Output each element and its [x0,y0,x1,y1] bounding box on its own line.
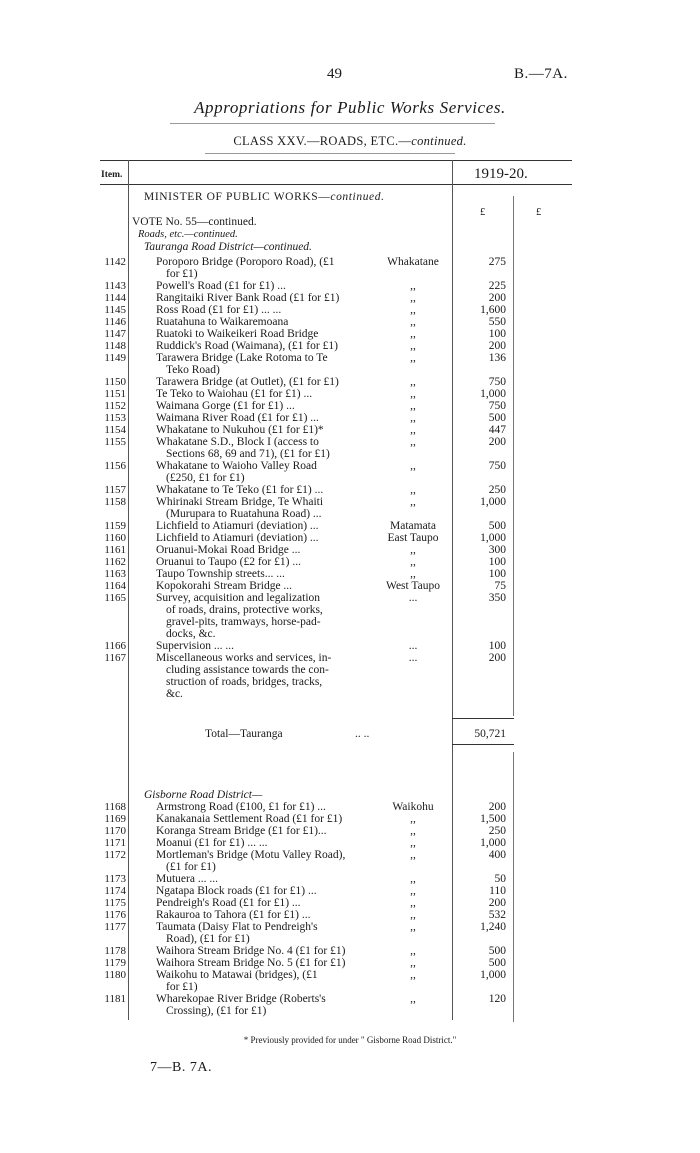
electoral-district: ,, [410,400,416,412]
item-amount: 1,240 [480,921,506,933]
item-description: Waihora Stream Bridge No. 5 (£1 for £1) [156,957,346,969]
item-number: 1161 [104,544,126,556]
item-amount: 225 [488,280,506,292]
item-number: 1148 [104,340,126,352]
item-number: 1151 [104,388,126,400]
electoral-district: ,, [410,412,416,424]
item-number: 1181 [104,993,126,1005]
electoral-district: ,, [410,921,416,933]
item-description: Powell's Road (£1 for £1) ... [156,280,286,292]
electoral-district: ,, [410,885,416,897]
electoral-district: ,, [410,945,416,957]
item-number: 1144 [104,292,126,304]
item-description: Kopokorahi Stream Bridge ... [156,580,293,592]
electoral-district: ,, [410,837,416,849]
item-amount: 100 [488,568,506,580]
item-number: 1157 [104,484,126,496]
item-number: 1165 [104,592,126,604]
item-number: 1143 [104,280,126,292]
item-amount: 1,000 [480,532,506,544]
item-amount: 300 [488,544,506,556]
page-title: Appropriations for Public Works Services. [194,98,506,117]
paper-reference: B.—7A. [514,66,568,82]
electoral-district: ,, [410,897,416,909]
item-description-continued: cluding assistance towards the con- [166,664,329,676]
item-amount: 1,000 [480,969,506,981]
item-description: Moanui (£1 for £1) ... ... [156,837,268,849]
item-number: 1164 [104,580,126,592]
item-description: Ross Road (£1 for £1) ... ... [156,304,282,316]
electoral-district: ,, [410,993,416,1005]
item-description: Survey, acquisition and legalization [156,592,321,604]
total-rule-bottom [452,744,514,745]
electoral-district: ,, [410,340,416,352]
item-amount: 750 [488,460,506,472]
footnote: * Previously provided for under " Gisborne Road District." [243,1035,457,1045]
roads-line: Roads, etc.—continued. [138,229,238,240]
item-description: Rangitaiki River Bank Road (£1 for £1) [156,292,340,304]
item-description: Waihora Stream Bridge No. 4 (£1 for £1) [156,945,346,957]
item-description-continued: &c. [166,688,183,700]
item-description: Ruatoki to Waikeikeri Road Bridge [156,328,319,340]
item-description: Armstrong Road (£100, £1 for £1) ... [156,801,326,813]
electoral-district: ,, [410,304,416,316]
item-description: Oruanui-Mokai Road Bridge ... [156,544,301,556]
item-description: Waimana River Road (£1 for £1) ... [156,412,319,424]
item-number: 1159 [104,520,126,532]
electoral-district: ,, [410,969,416,981]
electoral-district: Whakatane [387,256,439,268]
item-description-continued: gravel-pits, tramways, horse-pad- [166,616,321,628]
item-description: Supervision ... ... [156,640,234,652]
page-number: 49 [327,66,342,82]
item-description: Koranga Stream Bridge (£1 for £1)... [156,825,327,837]
electoral-district: ,, [410,460,416,472]
item-number: 1177 [104,921,126,933]
item-description-continued: Teko Road) [166,364,220,376]
item-description-continued: (£1 for £1) [166,861,216,873]
item-description: Taupo Township streets... ... [156,568,285,580]
item-number: 1179 [104,957,126,969]
item-description-continued: of roads, drains, protective works, [166,604,323,616]
item-number: 1142 [104,256,126,268]
item-amount: 550 [488,316,506,328]
total-dots: .. .. [355,728,370,740]
pound-unit-2: £ [536,207,542,218]
item-description-continued: Crossing), (£1 for £1) [166,1005,267,1017]
electoral-district: ,, [410,813,416,825]
item-column-header: Item. [101,170,123,180]
electoral-district: ,, [410,424,416,436]
item-description: Mortleman's Bridge (Motu Valley Road), [156,849,346,861]
tauranga-heading: Tauranga Road District—continued. [144,241,312,253]
item-description-continued: Sections 68, 69 and 71), (£1 for £1) [166,448,330,460]
class-heading [0,134,700,149]
item-number: 1147 [104,328,126,340]
item-amount: 1,000 [480,837,506,849]
item-amount: 200 [488,436,506,448]
electoral-district: ,, [410,544,416,556]
item-description: Whakatane to Nukuhou (£1 for £1)* [156,424,324,436]
item-amount: 200 [488,340,506,352]
total-rule-top [452,718,514,719]
item-amount: 500 [488,957,506,969]
table-head-rule [100,184,572,185]
item-description-continued: (£250, £1 for £1) [166,472,245,484]
item-number: 1158 [104,496,126,508]
vote-line: VOTE No. 55—continued. [132,216,257,228]
item-amount: 447 [488,424,506,436]
item-description-continued: struction of roads, bridges, tracks, [166,676,323,688]
item-amount: 1,000 [480,388,506,400]
item-number: 1163 [104,568,126,580]
class-continued: continued. [411,134,467,148]
item-number: 1152 [104,400,126,412]
item-amount: 532 [488,909,506,921]
electoral-district: ... [408,592,418,604]
minister-line: MINISTER OF PUBLIC WORKS— [144,191,331,203]
item-number: 1180 [104,969,126,981]
item-description: Whakatane to Waioho Valley Road [156,460,317,472]
electoral-district: ,, [410,556,416,568]
item-description: Ngatapa Block roads (£1 for £1) ... [156,885,317,897]
item-amount: 100 [488,640,506,652]
item-description: Tarawera Bridge (Lake Rotoma to Te [156,352,328,364]
title-rule [170,123,495,124]
electoral-district: ,, [410,280,416,292]
electoral-district: ,, [410,909,416,921]
electoral-district: ,, [410,388,416,400]
item-amount: 136 [488,352,506,364]
item-description-continued: docks, &c. [166,628,216,640]
item-description: Lichfield to Atiamuri (deviation) ... [156,520,319,532]
item-number: 1145 [104,304,126,316]
item-number: 1173 [104,873,126,885]
item-number: 1155 [104,436,126,448]
item-description: Kanakanaia Settlement Road (£1 for £1) [156,813,343,825]
table-top-rule [100,160,572,161]
item-description: Whakatane to Te Teko (£1 for £1) ... [156,484,324,496]
item-amount: 250 [488,484,506,496]
item-description: Ruatahuna to Waikaremoana [156,316,289,328]
item-description: Miscellaneous works and services, in- [156,652,332,664]
item-amount: 500 [488,412,506,424]
item-description: Rakauroa to Tahora (£1 for £1) ... [156,909,311,921]
item-description: Wharekopae River Bridge (Roberts's [156,993,326,1005]
item-amount: 75 [494,580,506,592]
item-number: 1162 [104,556,126,568]
item-description-continued: for £1) [166,981,198,993]
split-column-rule [513,196,514,716]
item-amount: 1,600 [480,304,506,316]
item-description: Pendreigh's Road (£1 for £1) ... [156,897,301,909]
item-description: Ruddick's Road (Waimana), (£1 for £1) [156,340,338,352]
item-description: Oruanui to Taupo (£2 for £1) ... [156,556,301,568]
item-amount: 500 [488,945,506,957]
item-number: 1171 [104,837,126,849]
item-number: 1150 [104,376,126,388]
item-amount: 400 [488,849,506,861]
item-amount: 120 [488,993,506,1005]
item-description: Waimana Gorge (£1 for £1) ... [156,400,295,412]
minister-heading [144,191,385,203]
item-description-continued: (Murupara to Ruatahuna Road) ... [166,508,322,520]
item-amount: 500 [488,520,506,532]
item-description: Poroporo Bridge (Poroporo Road), (£1 [156,256,335,268]
item-number: 1170 [104,825,126,837]
electoral-district: ,, [410,825,416,837]
electoral-district: ,, [410,957,416,969]
item-description: Mutuera ... ... [156,873,218,885]
item-description: Whakatane S.D., Block I (access to [156,436,319,448]
class-line: CLASS XXV.—ROADS, ETC.— [233,134,412,148]
electoral-district: Waikohu [392,801,434,813]
item-description: Te Teko to Waiohau (£1 for £1) ... [156,388,313,400]
electoral-district: ,, [410,316,416,328]
item-amount: 750 [488,400,506,412]
item-amount: 200 [488,801,506,813]
electoral-district: East Taupo [387,532,439,544]
electoral-district: ,, [410,496,416,508]
item-amount: 1,000 [480,496,506,508]
item-number: 1169 [104,813,126,825]
item-amount: 100 [488,556,506,568]
item-amount: 350 [488,592,506,604]
electoral-district: ... [408,652,418,664]
item-number: 1156 [104,460,126,472]
electoral-district: ,, [410,484,416,496]
item-description: Whirinaki Stream Bridge, Te Whaiti [156,496,324,508]
pound-unit-1: £ [480,207,486,218]
item-description: Lichfield to Atiamuri (deviation) ... [156,532,319,544]
electoral-district: ,, [410,568,416,580]
item-number: 1166 [104,640,126,652]
item-amount: 110 [489,885,506,897]
item-amount: 200 [488,292,506,304]
electoral-district: ,, [410,849,416,861]
item-amount: 100 [488,328,506,340]
electoral-district: ,, [410,873,416,885]
item-description: Waikohu to Matawai (bridges), (£1 [156,969,318,981]
total-amount: 50,721 [474,728,506,740]
electoral-district: ,, [410,376,416,388]
item-amount: 275 [488,256,506,268]
split-column-rule-lower [513,752,514,1022]
electoral-district: ,, [410,328,416,340]
year-column-header: 1919-20. [474,166,528,182]
item-description-continued: for £1) [166,268,198,280]
item-number: 1153 [104,412,126,424]
item-number: 1154 [104,424,126,436]
electoral-district: ... [408,640,418,652]
item-number: 1146 [104,316,126,328]
class-rule [205,153,455,154]
item-number: 1167 [104,652,126,664]
total-label: Total—Tauranga [205,728,283,740]
electoral-district: ,, [410,292,416,304]
item-amount: 200 [488,897,506,909]
minister-continued: continued. [330,191,385,203]
electoral-district: West Taupo [386,580,440,592]
gisborne-heading: Gisborne Road District— [144,789,263,801]
item-number: 1172 [104,849,126,861]
electoral-district: Matamata [390,520,436,532]
item-number: 1174 [104,885,126,897]
item-amount: 50 [494,873,506,885]
item-amount: 250 [488,825,506,837]
item-number: 1160 [104,532,126,544]
item-number: 1178 [104,945,126,957]
electoral-district: ,, [410,436,416,448]
item-number: 1149 [104,352,126,364]
electoral-district: ,, [410,352,416,364]
signature-mark: 7—B. 7A. [150,1060,212,1075]
item-number: 1168 [104,801,126,813]
item-description-continued: Road), (£1 for £1) [166,933,250,945]
item-description: Tarawera Bridge (at Outlet), (£1 for £1) [156,376,339,388]
item-number: 1175 [104,897,126,909]
item-description: Taumata (Daisy Flat to Pendreigh's [156,921,318,933]
item-amount: 200 [488,652,506,664]
item-amount: 750 [488,376,506,388]
item-amount: 1,500 [480,813,506,825]
item-number: 1176 [104,909,126,921]
item-column-rule [128,160,129,1020]
